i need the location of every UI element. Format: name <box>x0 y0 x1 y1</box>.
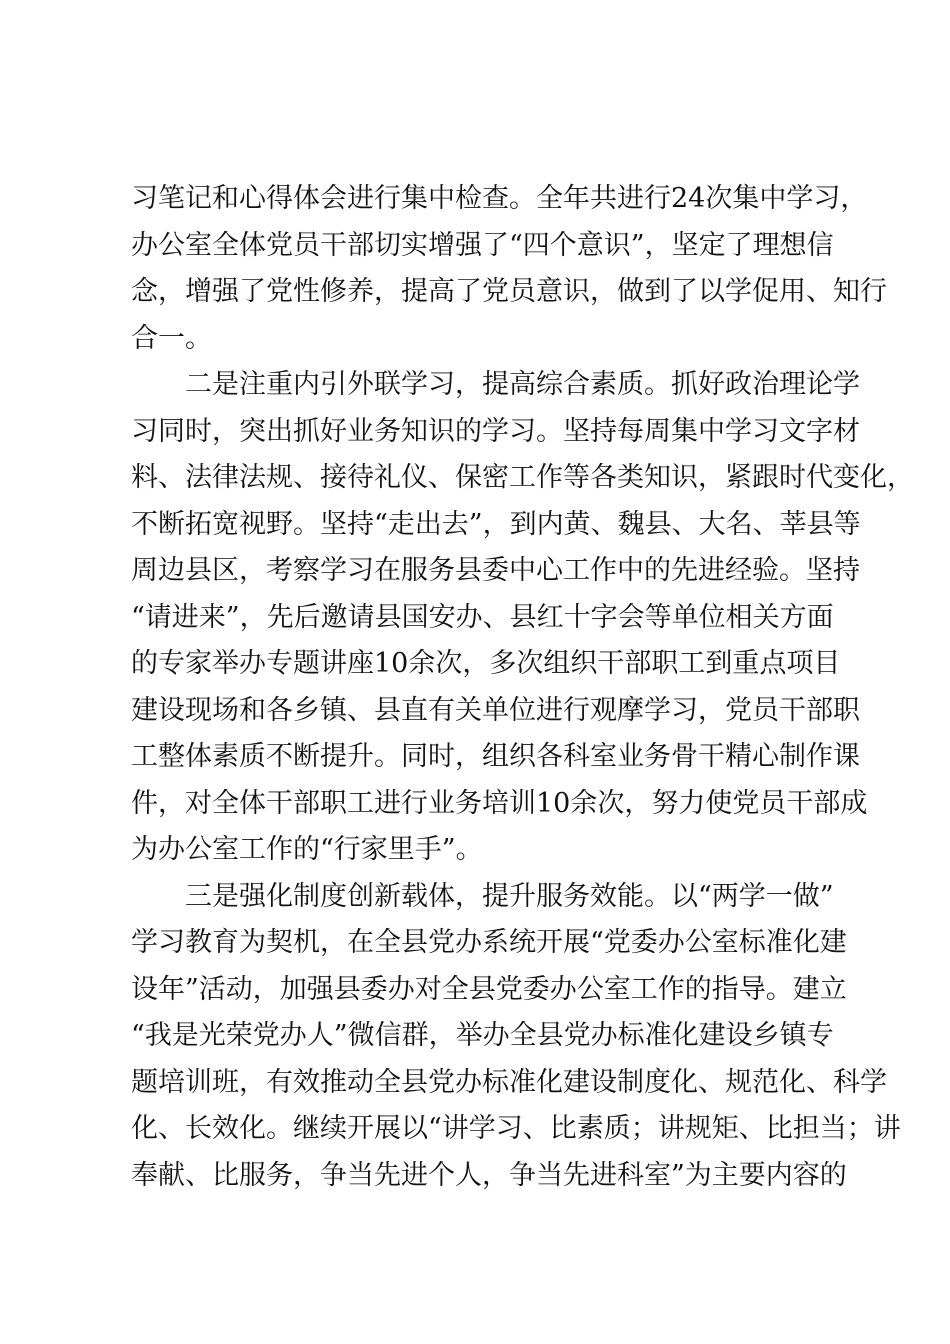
text-line: 奉献、比服务，争当先进个人，争当先进科室”为主要内容的 <box>131 1159 847 1191</box>
text-line: 二是注重内引外联学习，提高综合素质。抓好政治理论学 <box>185 369 860 400</box>
text-line: 料、法律法规、接待礼仪、保密工作等各类知识，紧跟时代变化， <box>131 462 914 493</box>
text-line: “我是光荣党办人”微信群，举办全县党办标准化建设乡镇专 <box>131 1020 834 1051</box>
text-line: 设年”活动，加强县委办对全县党委办公室工作的指导。建立 <box>131 973 847 1005</box>
paragraph-1 <box>131 176 887 362</box>
text-line: 学习教育为契机，在全县党办系统开展“党委办公室标准化建 <box>131 927 847 958</box>
text-line: 建设现场和各乡镇、县直有关单位进行观摩学习，党员干部职 <box>131 694 860 726</box>
text-line: 工整体素质不断提升。同时，组织各科室业务骨干精心制作课 <box>131 741 860 772</box>
paragraph-3 <box>131 874 901 1200</box>
text-line: 念，增强了党性修养，提高了党员意识，做到了以学促用、知行 <box>131 276 887 307</box>
text-line: 题培训班，有效推动全县党办标准化建设制度化、规范化、科学 <box>131 1066 887 1098</box>
text-line: 习笔记和心得体会进行集中检查。全年共进行24次集中学习， <box>131 183 868 214</box>
text-line: 为办公室工作的“行家里手”。 <box>131 834 483 865</box>
text-line: 周边县区，考察学习在服务县委中心工作中的先进经验。坚持 <box>131 555 860 586</box>
text-line: “请进来”，先后邀请县国安办、县红十字会等单位相关方面 <box>131 601 834 633</box>
text-line: 不断拓宽视野。坚持“走出去”，到内黄、魏县、大名、莘县等 <box>131 508 861 540</box>
text-line: 的专家举办专题讲座10余次，多次组织干部职工到重点项目 <box>131 648 841 679</box>
text-line: 办公室全体党员干部切实增强了“四个意识”，坚定了理想信 <box>131 229 834 261</box>
text-line: 三是强化制度创新载体，提升服务效能。以“两学一做” <box>185 880 834 912</box>
text-line: 习同时，突出抓好业务知识的学习。坚持每周集中学习文字材 <box>131 415 860 447</box>
text-line: 化、长效化。继续开展以“讲学习、比素质；讲规矩、比担当；讲 <box>131 1113 901 1144</box>
document-body <box>131 176 914 1199</box>
text-line: 件，对全体干部职工进行业务培训10余次，努力使党员干部成 <box>131 787 868 819</box>
paragraph-2 <box>131 362 914 874</box>
text-line: 合一。 <box>131 322 212 354</box>
